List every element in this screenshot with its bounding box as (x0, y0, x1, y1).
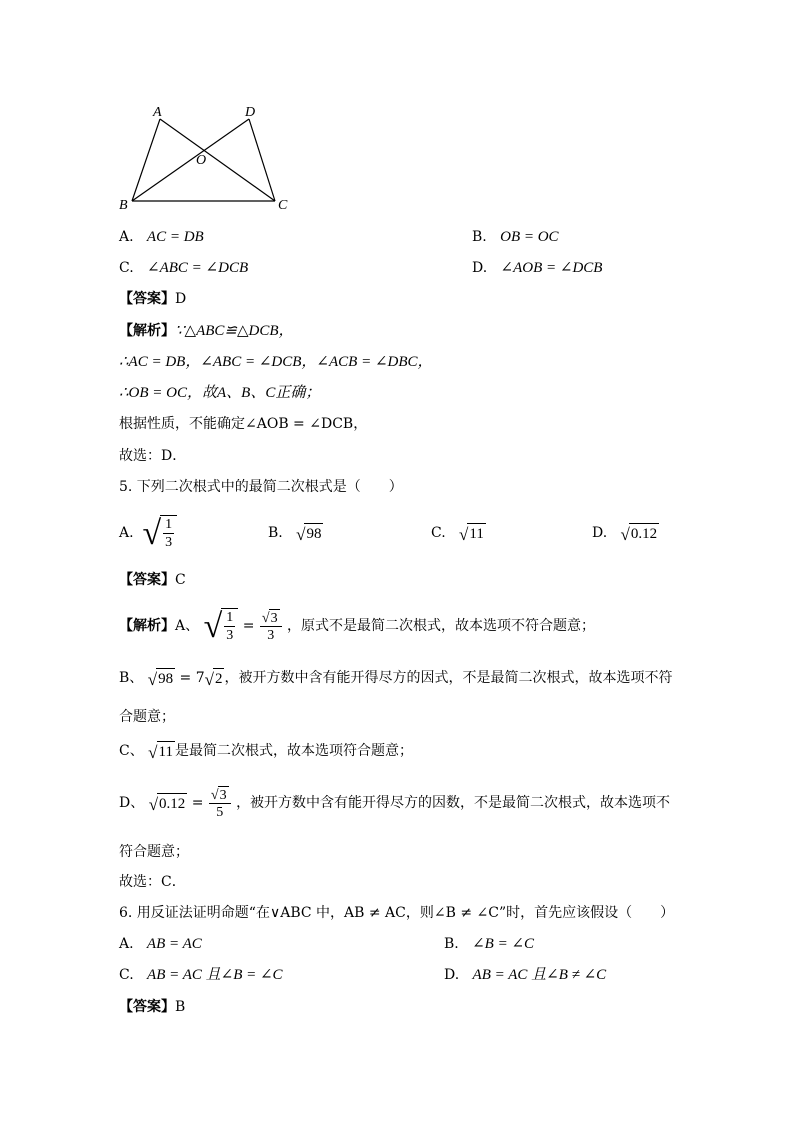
q5-option-b: B. √ 98 (268, 525, 322, 544)
q5-option-d: D. √ 0.12 (592, 525, 658, 544)
q5-analysis-a: 【解析】A、 √ $\frac{1}{3}$ = √ 3 3 ，原式不是最简二次根式，故本选项不符合题意； (119, 608, 596, 645)
q5-option-a: A. √ $\frac{1}{3}$ (119, 511, 177, 555)
segment-ac (160, 119, 275, 201)
q5-stem: 5. 下列二次根式中的最简二次根式是（ ） (119, 479, 403, 495)
q4-option-b-text: OB = OC (500, 229, 559, 245)
q6-option-a: A. AB = AC (119, 936, 202, 952)
segment-ab (132, 119, 160, 201)
q6-stem: 6. 用反证法证明命题“在∨ABC 中，AB ≠ AC，则∠B ≠ ∠C”时，首先应该假设（ ） (119, 905, 675, 921)
q4-option-c: C. ∠ABC = ∠DCB (119, 260, 249, 276)
q4-option-c-text: ∠ABC = ∠DCB (147, 260, 249, 276)
label-o: O (196, 153, 207, 168)
q4-analysis-line-1: 【解析】∵△ABC≌△DCB， (119, 323, 294, 339)
q6-option-c: C. AB = AC 且∠B = ∠C (119, 967, 283, 983)
segment-bd (132, 119, 249, 201)
q4-option-b: B. OB = OC (472, 229, 559, 245)
q4-option-d-text: ∠AOB = ∠DCB (500, 260, 603, 276)
label-d: D (245, 105, 256, 120)
q5-analysis-c: C、 √ 11 是最简二次根式，故本选项符合题意； (119, 743, 413, 762)
q4-analysis-line-3: ∴OB = OC，故A、B、C正确； (119, 385, 321, 401)
q4-analysis-line-2: ∴AC = DB，∠ABC = ∠DCB，∠ACB = ∠DBC， (119, 354, 433, 370)
q5-analysis-d-cont: 符合题意； (119, 844, 189, 860)
triangle-figure (0, 0, 794, 220)
q5-analysis-d: D、 √ 0.12 = √ 3 5 ，被开方数中含有能开得尽方的因数，不是最简二次根式，故本选项不 (119, 780, 670, 826)
segment-cd (249, 119, 275, 201)
q5-analysis-b-cont: 合题意； (119, 709, 175, 725)
label-b: B (119, 198, 128, 213)
q4-answer: 【答案】D (119, 291, 187, 307)
q5-analysis-b: B、 √ 98 = 7 √ 2 ，被开方数中含有能开得尽方的因式，不是最简二次根式，故本选项不符 (119, 670, 673, 689)
q5-answer: 【答案】C (119, 572, 186, 588)
q4-analysis-line-5: 故选：D． (119, 448, 187, 464)
sqrt-one-third: √ $\frac{1}{3}$ (142, 515, 177, 551)
q4-analysis-line-4: 根据性质，不能确定∠AOB = ∠DCB， (119, 416, 368, 432)
q5-analysis-end: 故选：C． (119, 874, 186, 890)
q4-option-a-text: AC = DB (146, 229, 204, 245)
q6-answer: 【答案】B (119, 999, 186, 1015)
q4-option-d: D. ∠AOB = ∠DCB (472, 260, 603, 276)
label-a: A (153, 105, 162, 120)
q4-option-a: A. AC = DB (119, 229, 204, 245)
label-c: C (278, 198, 288, 213)
q5-option-c: C. √ 11 (431, 525, 484, 544)
q6-option-b: B. ∠B = ∠C (444, 936, 535, 952)
q6-option-d: D. AB = AC 且∠B ≠ ∠C (444, 967, 607, 983)
